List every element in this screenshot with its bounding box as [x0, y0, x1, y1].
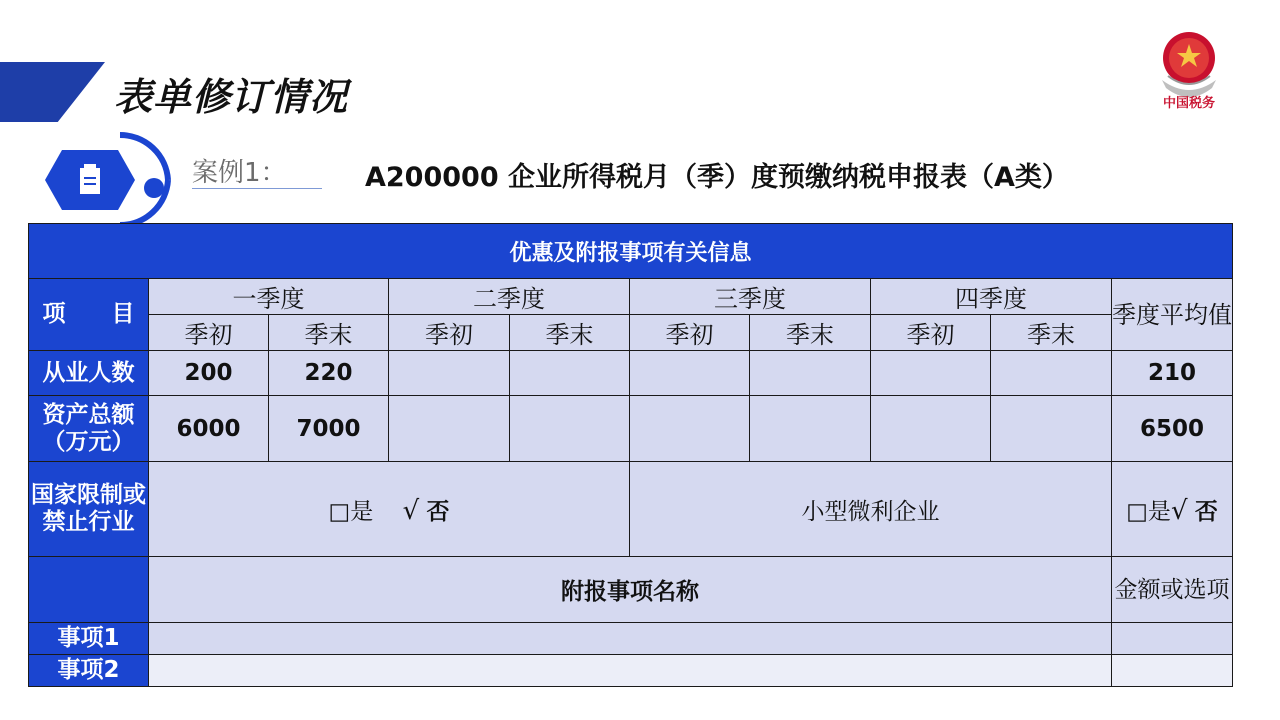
table-banner: 优惠及附报事项有关信息	[29, 224, 1233, 279]
quarter-1-header: 一季度	[149, 279, 389, 315]
employees-average: 210	[1112, 351, 1233, 396]
assets-average: 6500	[1112, 396, 1233, 462]
q4-end-header: 季末	[991, 315, 1112, 351]
case-document-icon	[40, 130, 200, 225]
employees-q1-start: 200	[149, 351, 269, 396]
restricted-industry-choice	[149, 462, 630, 557]
restricted-check-mark: √	[402, 495, 420, 526]
q1-end-header: 季末	[269, 315, 389, 351]
small-micro-choice	[1112, 462, 1233, 557]
q1-start-header: 季初	[149, 315, 269, 351]
case-underline	[192, 188, 322, 189]
small-micro-yes-checkbox[interactable]: □是	[1126, 498, 1171, 525]
header-accent-bar	[0, 62, 105, 122]
employees-q4-end	[991, 351, 1112, 396]
employees-q3-start	[630, 351, 750, 396]
item-1-name[interactable]	[149, 623, 1112, 655]
q3-start-header: 季初	[630, 315, 750, 351]
q4-start-header: 季初	[871, 315, 991, 351]
item-2-label: 事项2	[29, 655, 149, 687]
assets-q3-end	[750, 396, 871, 462]
small-micro-label: 小型微利企业	[630, 462, 1112, 557]
employees-label: 从业人数	[29, 351, 149, 396]
case-label: 案例1：	[192, 158, 287, 188]
item-2-amount[interactable]	[1112, 655, 1233, 687]
quarter-4-header: 四季度	[871, 279, 1112, 315]
attached-items-header: 附报事项名称	[149, 557, 1112, 623]
restricted-no-option[interactable]: 否	[426, 498, 450, 525]
quarter-2-header: 二季度	[389, 279, 630, 315]
case-title: A200000 企业所得税月（季）度预缴纳税申报表（A类）	[365, 162, 1069, 193]
q3-end-header: 季末	[750, 315, 871, 351]
restricted-yes-checkbox[interactable]: □是	[328, 498, 374, 525]
item-header: 项 目	[29, 279, 149, 351]
logo-text: 中国税务	[1162, 96, 1215, 111]
assets-q1-start: 6000	[149, 396, 269, 462]
amount-header: 金额或选项	[1112, 557, 1233, 623]
employees-q1-end: 220	[269, 351, 389, 396]
restricted-industry-label: 国家限制或禁止行业	[29, 462, 149, 557]
info-table	[28, 223, 1233, 687]
assets-q4-start	[871, 396, 991, 462]
page-title: 表单修订情况	[114, 75, 349, 119]
item-2-name[interactable]	[149, 655, 1112, 687]
q2-start-header: 季初	[389, 315, 510, 351]
employees-q2-end	[510, 351, 630, 396]
assets-q2-start	[389, 396, 510, 462]
assets-q4-end	[991, 396, 1112, 462]
employees-q2-start	[389, 351, 510, 396]
assets-q3-start	[630, 396, 750, 462]
attached-blank-cell	[29, 557, 149, 623]
average-header: 季度平均值	[1112, 279, 1233, 351]
item-1-label: 事项1	[29, 623, 149, 655]
small-micro-check-mark: √	[1170, 495, 1188, 526]
assets-q2-end	[510, 396, 630, 462]
employees-q3-end	[750, 351, 871, 396]
assets-label: 资产总额（万元）	[29, 396, 149, 462]
assets-q1-end: 7000	[269, 396, 389, 462]
quarter-3-header: 三季度	[630, 279, 871, 315]
item-1-amount[interactable]	[1112, 623, 1233, 655]
small-micro-no-option[interactable]: 否	[1194, 498, 1218, 525]
employees-q4-start	[871, 351, 991, 396]
q2-end-header: 季末	[510, 315, 630, 351]
